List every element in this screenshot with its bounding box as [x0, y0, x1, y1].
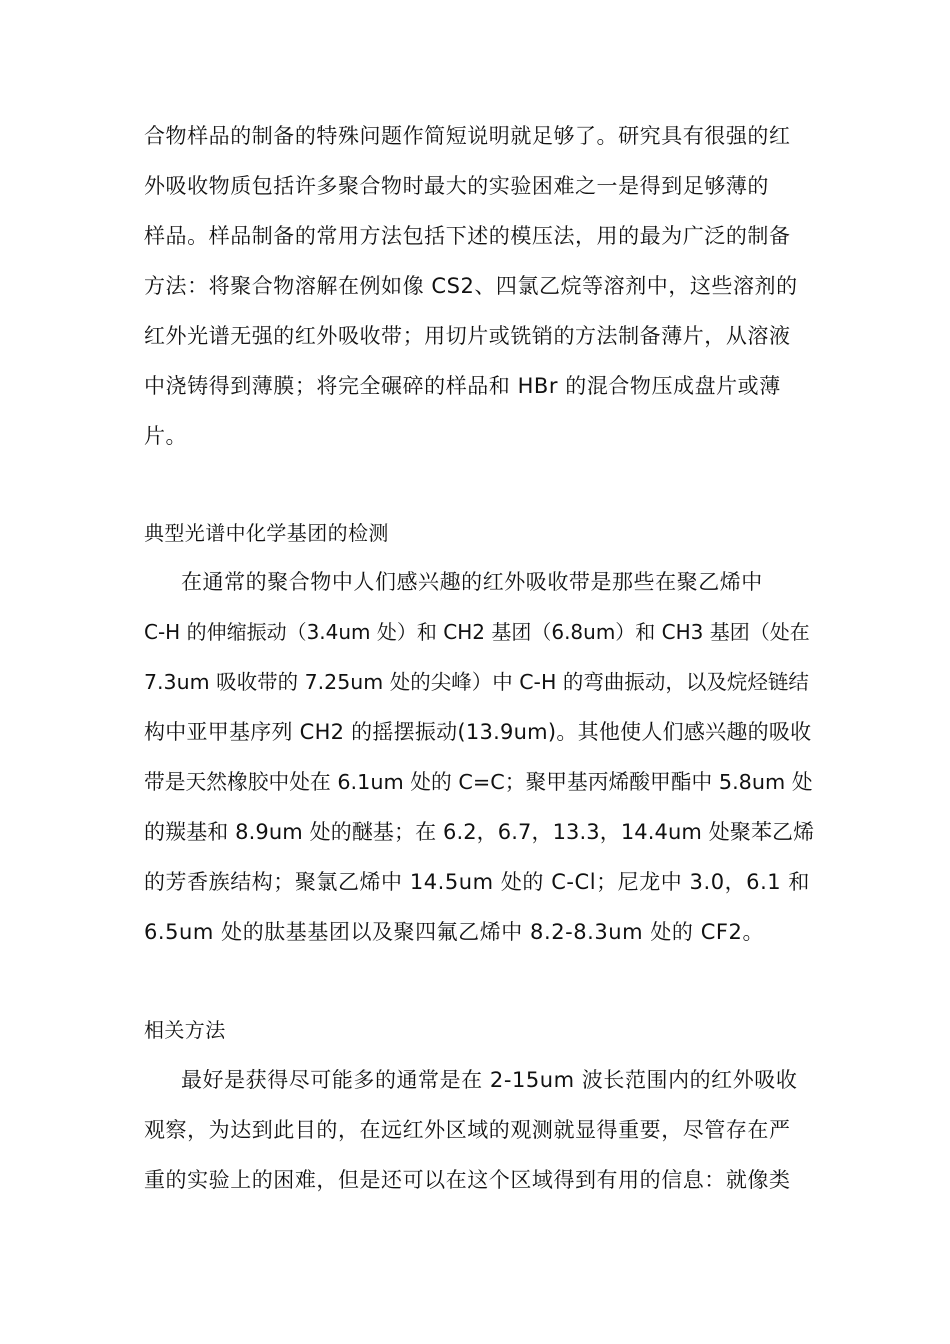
paragraph-line: 在通常的聚合物中人们感兴趣的红外吸收带是那些在聚乙烯中: [181, 570, 763, 594]
section-heading: 相关方法: [144, 1018, 226, 1042]
paragraph-line: 观察，为达到此目的，在远红外区域的观测就显得重要，尽管存在严: [144, 1118, 791, 1142]
paragraph-line: 7.3um 吸收带的 7.25um 处的尖峰）中 C-H 的弯曲振动，以及烷烃链结: [144, 670, 809, 694]
paragraph-line: 片。: [144, 424, 188, 448]
section-heading: 典型光谱中化学基团的检测: [144, 521, 389, 545]
paragraph-line: 样品。样品制备的常用方法包括下述的模压法，用的最为广泛的制备: [144, 224, 791, 248]
paragraph-line: 方法：将聚合物溶解在例如像 CS2、四氯乙烷等溶剂中，这些溶剂的: [144, 274, 798, 298]
paragraph-line: 的芳香族结构；聚氯乙烯中 14.5um 处的 C-Cl；尼龙中 3.0，6.1 和: [144, 870, 810, 894]
paragraph-line: 构中亚甲基序列 CH2 的摇摆振动(13.9um)。其他使人们感兴趣的吸收: [144, 720, 812, 744]
paragraph-line: 带是天然橡胶中处在 6.1um 处的 C=C；聚甲基丙烯酸甲酯中 5.8um 处: [144, 770, 813, 794]
paragraph-line: 的羰基和 8.9um 处的醚基；在 6.2，6.7，13.3，14.4um 处聚苯乙烯: [144, 820, 815, 844]
paragraph-line: 重的实验上的困难，但是还可以在这个区域得到有用的信息：就像类: [144, 1168, 791, 1192]
paragraph-line: 最好是获得尽可能多的通常是在 2-15um 波长范围内的红外吸收: [181, 1068, 798, 1092]
paragraph-line: 红外光谱无强的红外吸收带；用切片或铣销的方法制备薄片，从溶液: [144, 324, 791, 348]
paragraph-line: 6.5um 处的肽基基团以及聚四氟乙烯中 8.2-8.3um 处的 CF2。: [144, 920, 765, 944]
paragraph-line: 外吸收物质包括许多聚合物时最大的实验困难之一是得到足够薄的: [144, 174, 769, 198]
paragraph-line: C-H 的伸缩振动（3.4um 处）和 CH2 基团（6.8um）和 CH3 基团（处在: [144, 620, 810, 644]
paragraph-line: 中浇铸得到薄膜；将完全碾碎的样品和 HBr 的混合物压成盘片或薄: [144, 374, 781, 398]
paragraph-line: 合物样品的制备的特殊问题作简短说明就足够了。研究具有很强的红: [144, 124, 791, 148]
